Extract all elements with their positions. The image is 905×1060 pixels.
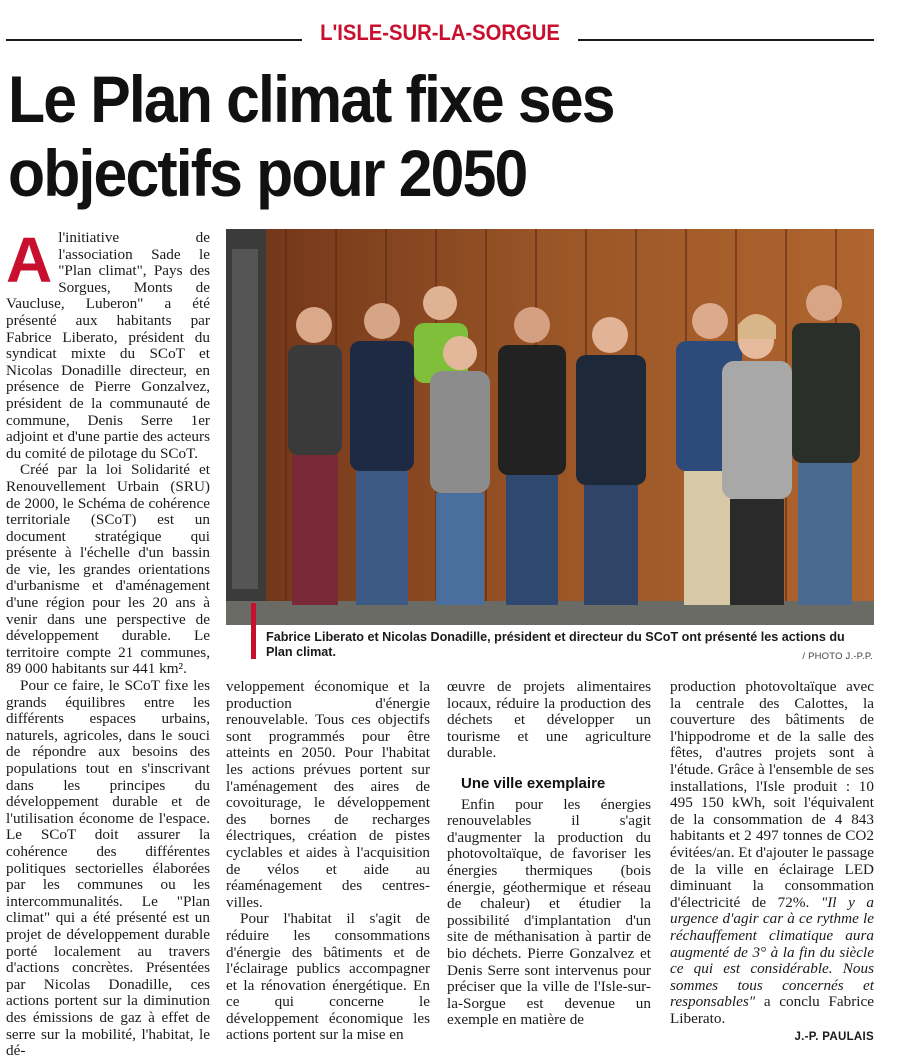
section-rubric: L'ISLE-SUR-LA-SORGUE xyxy=(320,20,560,45)
closing-attribution: a conclu Fabrice Liberato. xyxy=(670,993,874,1027)
paragraph-food-waste: œuvre de projets alimentaires locaux, réduire la production des déchets et développer un tourisme et une agriculture durable. xyxy=(447,678,651,762)
subheading: Une ville exemplaire xyxy=(461,774,606,792)
closing-quote: "Il y a urgence d'agir car à ce rythme le réchauffement climatique aura augmenté de 3° à la fin du siècle ce qui est considérable. Nous sommes tous concernés et responsables" xyxy=(670,893,874,1011)
headline xyxy=(8,62,818,210)
paragraph-scot-goals: Pour ce faire, le SCoT fixe les grands équilibres entre les différents espaces urbains, naturels, agricoles, dans le souci de répondre aux besoins des populations tout en s'inscrivant dans les principes du développement durable et de l'utilisation économe de l'espace. Le SCoT doit assurer la cohérence des différentes politiques sectorielles élaborées par les communes ou les intercommunalités. Le "Plan climat" qui a été présenté est un projet de développement durable porté localement au travers d'actions concrètes. Présentées par Nicolas Donadille, ces actions portent sur la diminution des émissions de gaz à effet de serre sur la mobilité, l'habitat, le dé- xyxy=(6,677,210,1060)
article-column-1 xyxy=(6,224,210,1060)
article-column-4 xyxy=(670,679,874,1046)
author-byline: J.-P. PAULAIS xyxy=(794,1031,874,1044)
lead-paragraph xyxy=(6,224,210,462)
rubric-rule-left xyxy=(6,39,302,41)
photo-caption: Fabrice Liberato et Nicolas Donadille, président et directeur du SCoT ont présenté les actions du Plan climat. xyxy=(266,630,845,659)
photo-credit: / PHOTO J.-P.P. xyxy=(802,651,873,662)
caption-accent-bar xyxy=(251,603,256,659)
group-photo xyxy=(226,229,874,625)
headline-line-1: Le Plan climat fixe ses xyxy=(8,62,614,136)
paragraph-photovoltaic-text: production photovoltaïque avec la centrale des Calottes, la couverture des bâtiments de l'hippodrome et de la salle des fêtes, d'autres projets sont à l'étude. Grâce à l'ensemble de ses installations, l'Isle produit : 10 495 150 kWh, soit l'équivalent de la consommation de 4 843 habitants et 2 497 tonnes de CO2 évitées/an. Et d'ajouter le passage de la ville en éclairage LED diminuant la consommation d'électricité de 72%. xyxy=(670,678,874,911)
paragraph-photovoltaic xyxy=(670,679,874,1027)
paragraph-scot-definition: Créé par la loi Solidarité et Renouvellement Urbain (SRU) de 2000, le Schéma de cohérence territoriale (SCoT) est un document stratégique qui présente à l'échelle d'un bassin de vie, les grandes orientations d'urbanisme et d'aménagement d'une région pour les 20 ans à venir dans une perspective de développement durable. Le territoire compte 21 communes, 89 000 habitants sur 441 km². xyxy=(6,461,210,678)
lead-paragraph-text: l'initiative de l'association Sade le "Plan climat", Pays des Sorgues, Monts de Vaucluse, Luberon" a été présenté aux habitants par Fabrice Liberato, président du syndicat mixte du SCoT et Nicolas Donadille directeur, en présence de Pierre Gonzalvez, président de la communauté de commune, Denis Serre 1er adjoint et d'une partie des acteurs du comité de pilotage du SCoT. xyxy=(6,229,210,462)
headline-line-2: objectifs pour 2050 xyxy=(8,136,527,210)
article-column-3 xyxy=(447,679,651,1029)
paragraph-economy: veloppement économique et la production d'énergie renouvelable. Tous ces objectifs sont programmés pour être atteints en 2050. Pour l'habitat les actions prévues portent sur l'aménagement des aires de covoiturage, le développement des bornes de recharges électriques, création de pistes cyclables et aides à l'acquisition de vélos et aide au réaménagement des centres-villes. xyxy=(226,678,430,911)
paragraph-housing: Pour l'habitat il s'agit de réduire les consommations d'énergie des bâtiments et de l'éclairage publics accompagner et la rénovation énergétique. En ce qui concerne le développement économique les actions portent sur la mise en xyxy=(226,910,430,1044)
drop-cap: A xyxy=(6,224,53,296)
article-column-2 xyxy=(226,679,430,1044)
paragraph-renewables: Enfin pour les énergies renouvelables il s'agit d'augmenter la production du photovoltaïque, de favoriser les énergies thermiques (bois énergie, géothermique et réseau de chaleur) et étudier la possibilité d'implantation d'un site de méthanisation à partir de bio déchets. Pierre Gonzalvez et Denis Serre sont intervenus pour préciser que la ville de l'Isle-sur-la-Sorgue est devenue un exemple en matière de xyxy=(447,795,651,1029)
rubric-rule-right xyxy=(578,39,874,41)
group-photo-illustration xyxy=(226,229,874,625)
